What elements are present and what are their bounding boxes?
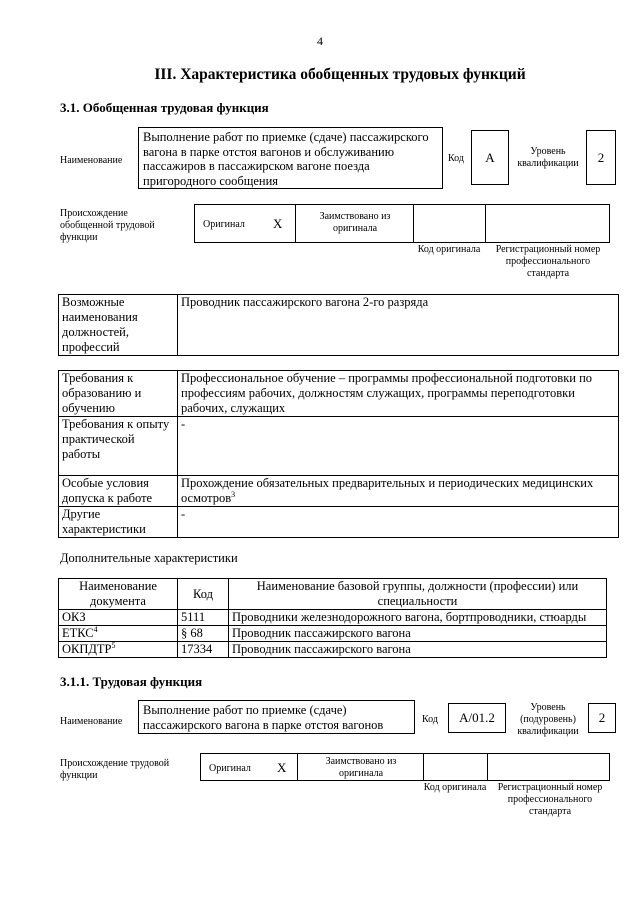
positions-value: Проводник пассажирского вагона 2-го разряда	[178, 295, 619, 356]
code-cell: 5111	[178, 610, 229, 626]
name-cell: Проводник пассажирского вагона	[229, 642, 607, 658]
divider	[413, 205, 414, 242]
gtf-original-mark: X	[273, 216, 283, 231]
header-name: Наименование базовой группы, должности (профессии) или специальности	[229, 579, 607, 610]
doc-name: ОКПДТР	[62, 642, 112, 656]
gtf-heading: 3.1. Обобщенная трудовая функция	[60, 100, 269, 115]
tf-borrowed-label: Заимствовано из оригинала	[325, 756, 397, 779]
requirement-label: Другие характеристики	[59, 507, 178, 538]
table-row	[59, 626, 607, 642]
gtf-level-label: Уровень квалификации	[517, 146, 579, 169]
tf-level-value: 2	[588, 703, 616, 733]
tf-reg-number-caption: Регистрационный номер профессионального стандарта	[497, 782, 603, 817]
additional-title: Дополнительные характеристики	[60, 551, 238, 565]
tf-origin-row	[200, 753, 610, 781]
tf-level-label: Уровень (подуровень) квалификации	[517, 702, 579, 737]
divider	[487, 754, 488, 780]
tf-code-original-caption: Код оригинала	[423, 782, 487, 793]
table-row	[59, 642, 607, 658]
table-row	[59, 610, 607, 626]
tf-code-value: A/01.2	[448, 703, 506, 733]
gtf-code-value: А	[471, 130, 509, 185]
doc-cell	[59, 642, 178, 658]
gtf-origin-row	[194, 204, 610, 243]
gtf-level-value: 2	[586, 130, 616, 185]
requirement-value: -	[178, 417, 619, 476]
gtf-origin-label: Происхождение обобщенной трудовой функции	[60, 208, 155, 243]
tf-name-value: Выполнение работ по приемке (сдаче) пассажирского вагона в парке отстоя вагонов	[138, 700, 415, 734]
divider	[297, 754, 298, 780]
requirement-value: Профессиональное обучение – программы профессиональной подготовки по профессиям рабочих, должностям служащих, программы переподготовки рабочих, служащих	[178, 371, 619, 417]
requirement-row	[59, 371, 619, 417]
header-code: Код	[178, 579, 229, 610]
divider	[423, 754, 424, 780]
positions-table	[58, 294, 619, 356]
section-title: III. Характеристика обобщенных трудовых функций	[154, 66, 526, 83]
additional-header-row	[59, 579, 607, 610]
requirement-value-cell	[178, 476, 619, 507]
gtf-code-original-caption: Код оригинала	[417, 244, 481, 255]
tf-name-label: Наименование	[60, 716, 123, 727]
page-number: 4	[317, 34, 323, 48]
gtf-code-label: Код	[448, 153, 464, 164]
name-cell: Проводники железнодорожного вагона, бортпроводники, стюарды	[229, 610, 607, 626]
doc-cell	[59, 610, 178, 626]
code-cell: § 68	[178, 626, 229, 642]
tf-original-mark: X	[277, 760, 287, 775]
requirement-value: -	[178, 507, 619, 538]
tf-original-label: Оригинал	[209, 763, 251, 774]
gtf-original-label: Оригинал	[203, 219, 245, 230]
positions-label: Возможные наименования должностей, профессий	[59, 295, 178, 356]
footnote-ref: 4	[93, 624, 98, 634]
requirement-row	[59, 417, 619, 476]
tf-code-label: Код	[422, 714, 438, 725]
gtf-name-value: Выполнение работ по приемке (сдаче) пассажирского вагона в парке отстоя вагонов и обслуживанию пассажиров в пассажирском вагоне поезда пригородного сообщения	[138, 127, 443, 189]
requirement-label: Требования к опыту практической работы	[59, 417, 178, 476]
divider	[295, 205, 296, 242]
requirement-label: Требования к образованию и обучению	[59, 371, 178, 417]
gtf-borrowed-label: Заимствовано из оригинала	[319, 211, 391, 234]
doc-cell	[59, 626, 178, 642]
doc-name: ЕТКС	[62, 626, 94, 640]
requirements-table	[58, 370, 619, 538]
footnote-ref: 5	[111, 640, 116, 650]
requirement-value: Прохождение обязательных предварительных и периодических медицинских осмотров	[181, 476, 594, 505]
footnote-ref: 3	[231, 489, 236, 499]
divider	[485, 205, 486, 242]
header-doc: Наименование документа	[59, 579, 178, 610]
gtf-reg-number-caption: Регистрационный номер профессионального стандарта	[495, 244, 601, 279]
additional-table	[58, 578, 607, 658]
gtf-name-label: Наименование	[60, 155, 123, 166]
code-cell: 17334	[178, 642, 229, 658]
name-cell: Проводник пассажирского вагона	[229, 626, 607, 642]
tf-heading: 3.1.1. Трудовая функция	[60, 674, 203, 689]
tf-origin-label: Происхождение трудовой функции	[60, 758, 170, 781]
requirement-row	[59, 476, 619, 507]
requirement-row	[59, 507, 619, 538]
doc-name: ОКЗ	[62, 610, 86, 624]
requirement-label: Особые условия допуска к работе	[59, 476, 178, 507]
